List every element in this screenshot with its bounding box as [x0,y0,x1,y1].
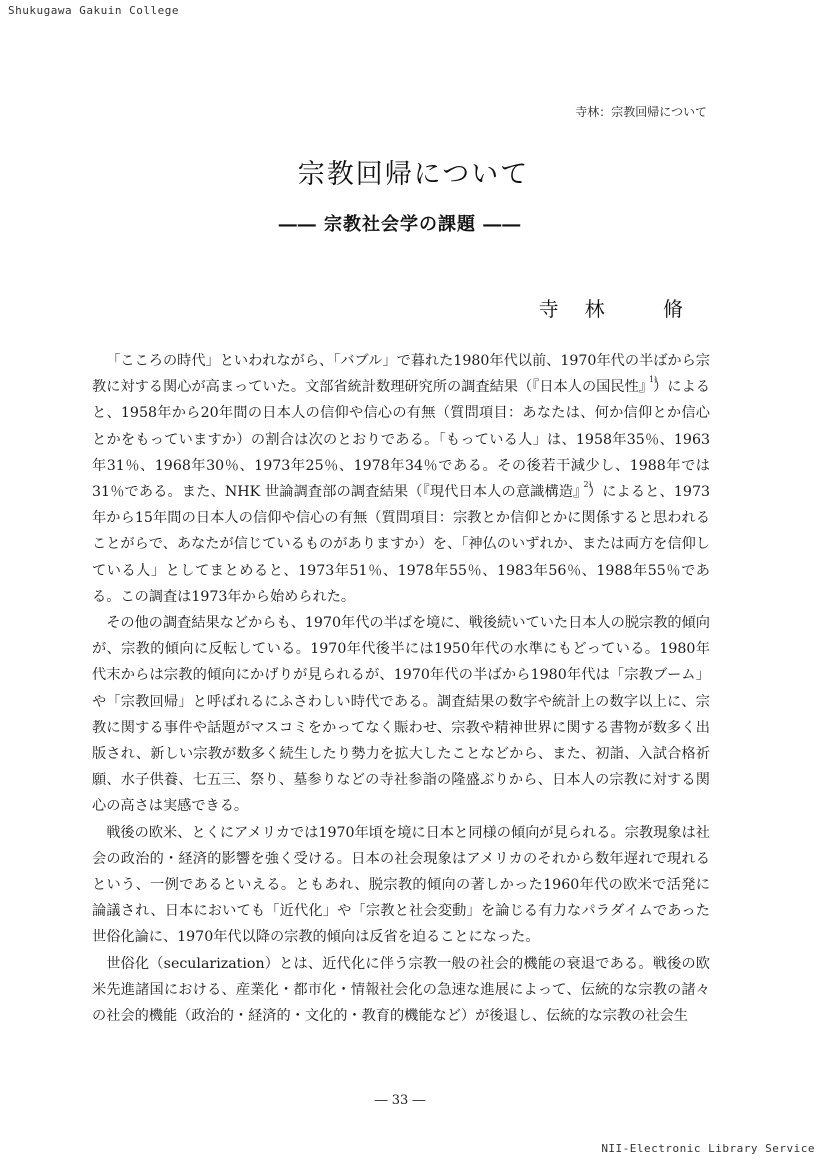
article-subtitle: ―― 宗教社会学の課題 ―― [278,214,522,235]
page-number: ― 33 ― [374,1093,426,1108]
running-header: 寺林：宗教回帰について [575,105,707,119]
paragraph-1-part-c: ）によると、1973年から15年間の日本人の信仰や信心の有無（質問項目：宗教とか信仰とかに関係すると思われることがらで、あなたが信じているものがありますか）を、「神仏のいずれか、または両方を信仰している人」としてまとめると、1973年51％、1978年55％、1983年56％、1988年55％である。この調査は1973年から始められた。 [92,484,710,605]
source-watermark-bottom: NII-Electronic Library Service [601,1142,815,1155]
paragraph-3: 戦後の欧米、とくにアメリカでは1970年頃を境に日本と同様の傾向が見られる。宗教現象は社会の政治的・経済的影響を強く受ける。日本の社会現象はアメリカのそれから数年遅れで現れるという、一例であるといえる。ともあれ、脱宗教的傾向の著しかった1960年代の欧米で活発に論議され、日本においても「近代化」や「宗教と社会変動」を論じる有力なパラダイムであった世俗化論に、1970年代以降の宗教的傾向は反省を迫ることになった。 [92,824,710,946]
author-name: 寺林 脩 [538,297,709,321]
paragraph-2: その他の調査結果などからも、1970年代の半ばを境に、戦後続いていた日本人の脱宗教的傾向が、宗教的傾向に反転している。1970年代後半には1950年代の水準にもどっている。1980年代末からは宗教的傾向にかげりが見られるが、1970年代の半ばから1980年代は「宗教ブーム」や「宗教回帰」と呼ばれるにふさわしい時代である。調査結果の数字や統計上の数字以上に、宗教に関する事件や話題がマスコミをかってなく賑わせ、宗教や精神世界に関する書物が数多く出版され、新しい宗教が数多く続生したり勢力を拡大したことなどから、また、初詣、入試合格祈願、水子供養、七五三、祭り、墓参りなどの寺社参詣の隆盛ぶりから、日本人の宗教に対する関心の高さは実感できる。 [92,615,710,815]
footnote-ref-1[interactable]: 1) [648,375,658,385]
footnote-ref-2[interactable]: 2) [583,480,592,490]
paragraph-1-part-a: 「こころの時代」といわれながら、「バブル」で暮れた1980年代以前、1970年代の半ばから宗教に対する関心が高まっていた。文部省統計数理研究所の調査結果（『日本人の国民性』 [92,353,710,396]
paragraph-4: 世俗化（secularization）とは、近代化に伴う宗教一般の社会的機能の衰退である。戦後の欧米先進諸国における、産業化・都市化・情報社会化の急速な進展によって、伝統的な宗教の諸々の社会的機能（政治的・経済的・文化的・教育的機能など）が後退し、伝統的な宗教の社会生 [92,955,710,1025]
paragraph-1-part-b: ）によると、1958年から20年間の日本人の信仰や信心の有無（質問項目：あなたは、何か信仰とか信心とかをもっていますか）の割合は次のとおりである。「もっている人」は、1958年35％、1963年31％、1968年30％、1973年25％、1978年34％である。その後若干減少し、1988年では31％である。また、NHK 世論調査部の調査結果（『現代日本人の意識構造』 [92,379,710,501]
paragraph-1 [92,348,710,610]
body-text [92,348,710,1029]
article-title: 宗教回帰について [297,159,530,190]
source-watermark-top: Shukugawa Gakuin College [8,4,179,17]
